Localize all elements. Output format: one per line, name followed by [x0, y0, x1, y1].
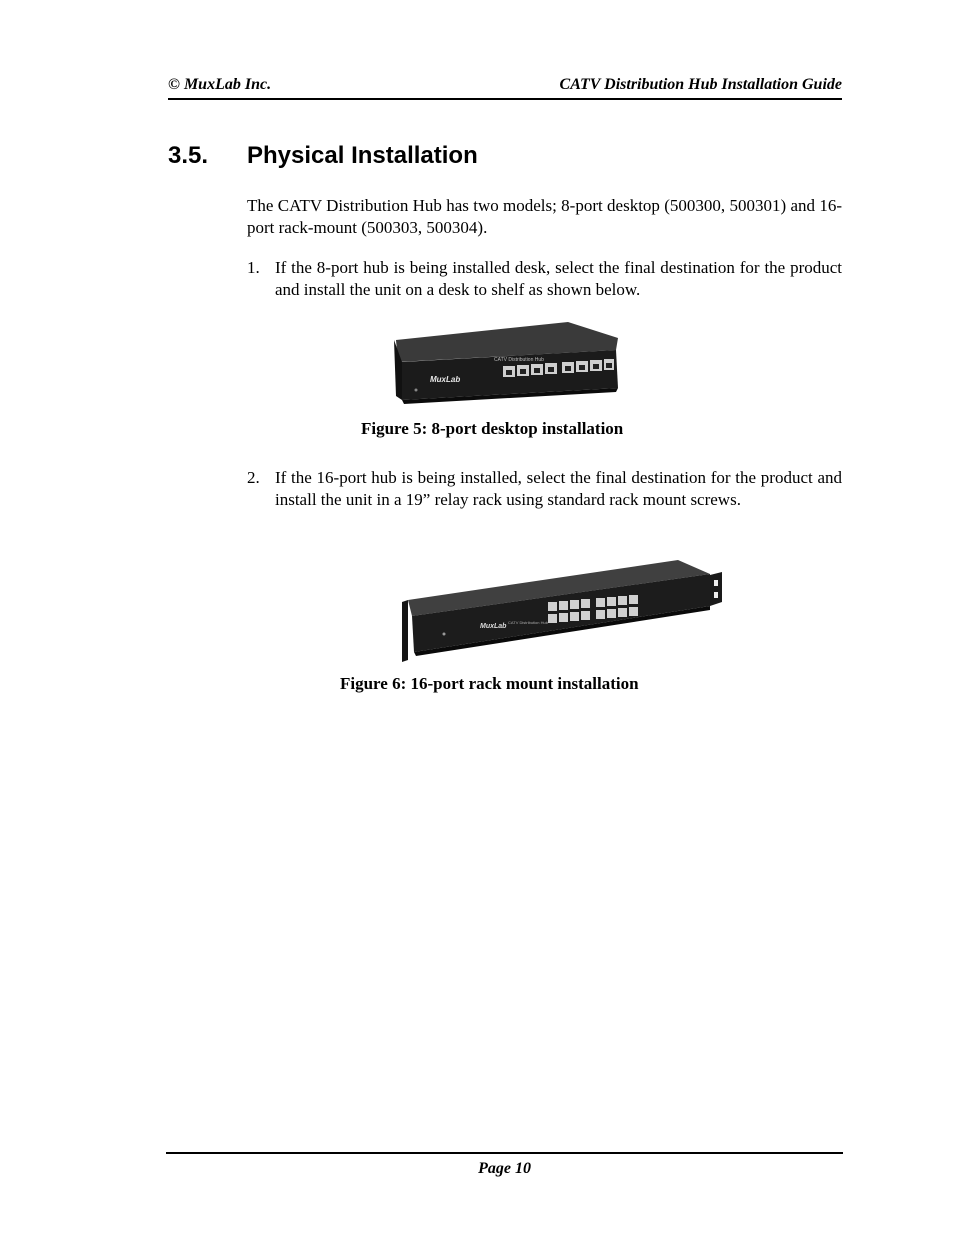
figure-16-port-hub: [398, 556, 724, 662]
section-title: Physical Installation: [247, 142, 478, 169]
intro-paragraph: The CATV Distribution Hub has two models; 8-port desktop (500300, 500301) and 16-port rack-mount (500303, 500304).: [247, 196, 842, 237]
hub-16-device-label: CATV Distribution Hub: [508, 620, 548, 625]
list-item-text: If the 16-port hub is being installed, select the final destination for the product and install the unit in a 19” relay rack using standard rack mount screws.: [275, 468, 842, 509]
hub-8-device-label: CATV Distribution Hub: [494, 357, 544, 363]
page-header: [168, 76, 842, 100]
figure-6-caption: Figure 6: 16-port rack mount installation: [340, 674, 639, 693]
page-number: Page 10: [478, 1160, 531, 1177]
header-doc-title: CATV Distribution Hub Installation Guide: [559, 76, 842, 93]
list-item-text: If the 8-port hub is being installed desk, select the final destination for the product and install the unit on a desk to shelf as shown below.: [275, 258, 842, 299]
hub-16-logo: MuxLab: [480, 623, 507, 630]
hub-8-port-image: [390, 318, 622, 404]
list-marker: 1.: [247, 258, 260, 277]
list-item-1: [247, 257, 842, 301]
header-company: © MuxLab Inc.: [168, 76, 272, 93]
figure-8-port-hub: [390, 318, 622, 404]
section-number: 3.5.: [168, 142, 209, 169]
hub-16-port-image: [398, 556, 724, 662]
page-footer: [166, 1152, 843, 1177]
hub-8-logo: MuxLab: [430, 375, 461, 384]
figure-5-caption: Figure 5: 8-port desktop installation: [361, 419, 624, 438]
list-marker: 2.: [247, 468, 260, 487]
list-item-2: [247, 467, 842, 511]
